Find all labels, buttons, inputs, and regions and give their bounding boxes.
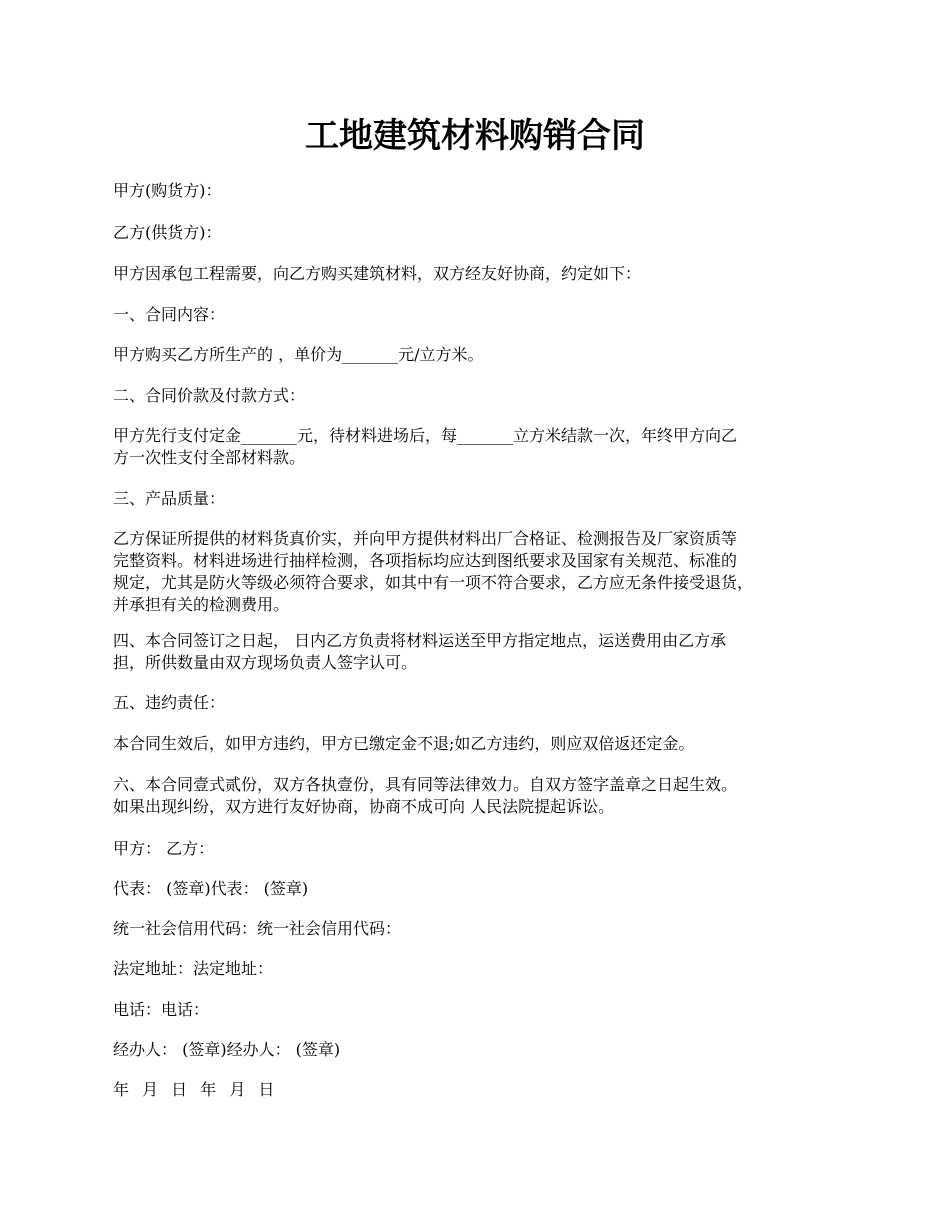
section-4-content-line-1: 四、本合同签订之日起， 日内乙方负责将材料运送至甲方指定地点，运送费用由乙方承 bbox=[113, 631, 727, 650]
signature-parties: 甲方： 乙方： bbox=[113, 839, 215, 858]
section-2-heading: 二、合同价款及付款方式： bbox=[113, 386, 306, 405]
party-a-buyer-label: 甲方(购货方)： bbox=[113, 181, 222, 200]
section-2-content-line-2: 方一次性支付全部材料款。 bbox=[113, 448, 306, 467]
section-4-content bbox=[113, 630, 858, 674]
section-1-content: 甲方购买乙方所生产的 ，单价为_______元/立方米。 bbox=[113, 345, 484, 364]
preamble-paragraph: 甲方因承包工程需要，向乙方购买建筑材料，双方经友好协商，约定如下： bbox=[113, 264, 642, 283]
section-2-content-line-1: 甲方先行支付定金_______元，待材料进场后，每_______立方米结款一次，年终甲方向乙 bbox=[113, 426, 738, 445]
section-3-content-line-2: 完整资料。材料进场进行抽样检测，各项指标均应达到图纸要求及国家有关规范、标准的 bbox=[113, 551, 738, 570]
section-6-content-line-1: 六、本合同壹式贰份，双方各执壹份，具有同等法律效力。自双方签字盖章之日起生效。 bbox=[113, 775, 738, 794]
signature-dates: 年 月 日 年 月 日 bbox=[113, 1080, 279, 1099]
section-6-content bbox=[113, 774, 858, 818]
party-b-supplier-label: 乙方(供货方)： bbox=[113, 223, 222, 242]
section-5-heading: 五、违约责任： bbox=[113, 693, 226, 712]
signature-credit-codes: 统一社会信用代码：统一社会信用代码： bbox=[113, 919, 402, 938]
section-1-heading: 一、合同内容： bbox=[113, 305, 226, 324]
section-3-content-line-3: 规定，尤其是防火等级必须符合要求，如其中有一项不符合要求，乙方应无条件接受退货， bbox=[113, 573, 754, 592]
signature-phones: 电话：电话： bbox=[113, 1000, 210, 1019]
section-3-content bbox=[113, 528, 858, 616]
section-3-content-line-1: 乙方保证所提供的材料货真价实，并向甲方提供材料出厂合格证、检测报告及厂家资质等 bbox=[113, 529, 738, 548]
section-6-content-line-2: 如果出现纠纷，双方进行友好协商，协商不成可向 人民法院提起诉讼。 bbox=[113, 797, 615, 816]
section-5-content: 本合同生效后，如甲方违约，甲方已缴定金不退;如乙方违约，则应双倍返还定金。 bbox=[113, 734, 695, 753]
document-title: 工地建筑材料购销合同 bbox=[305, 116, 645, 156]
signature-addresses: 法定地址：法定地址： bbox=[113, 959, 274, 978]
section-2-content bbox=[113, 425, 858, 469]
section-3-heading: 三、产品质量： bbox=[113, 489, 226, 508]
signature-representatives: 代表： (签章)代表： (签章) bbox=[113, 879, 309, 898]
section-4-content-line-2: 担，所供数量由双方现场负责人签字认可。 bbox=[113, 653, 418, 672]
signature-handlers: 经办人： (签章)经办人： (签章) bbox=[113, 1040, 341, 1059]
section-3-content-line-4: 并承担有关的检测费用。 bbox=[113, 595, 290, 614]
